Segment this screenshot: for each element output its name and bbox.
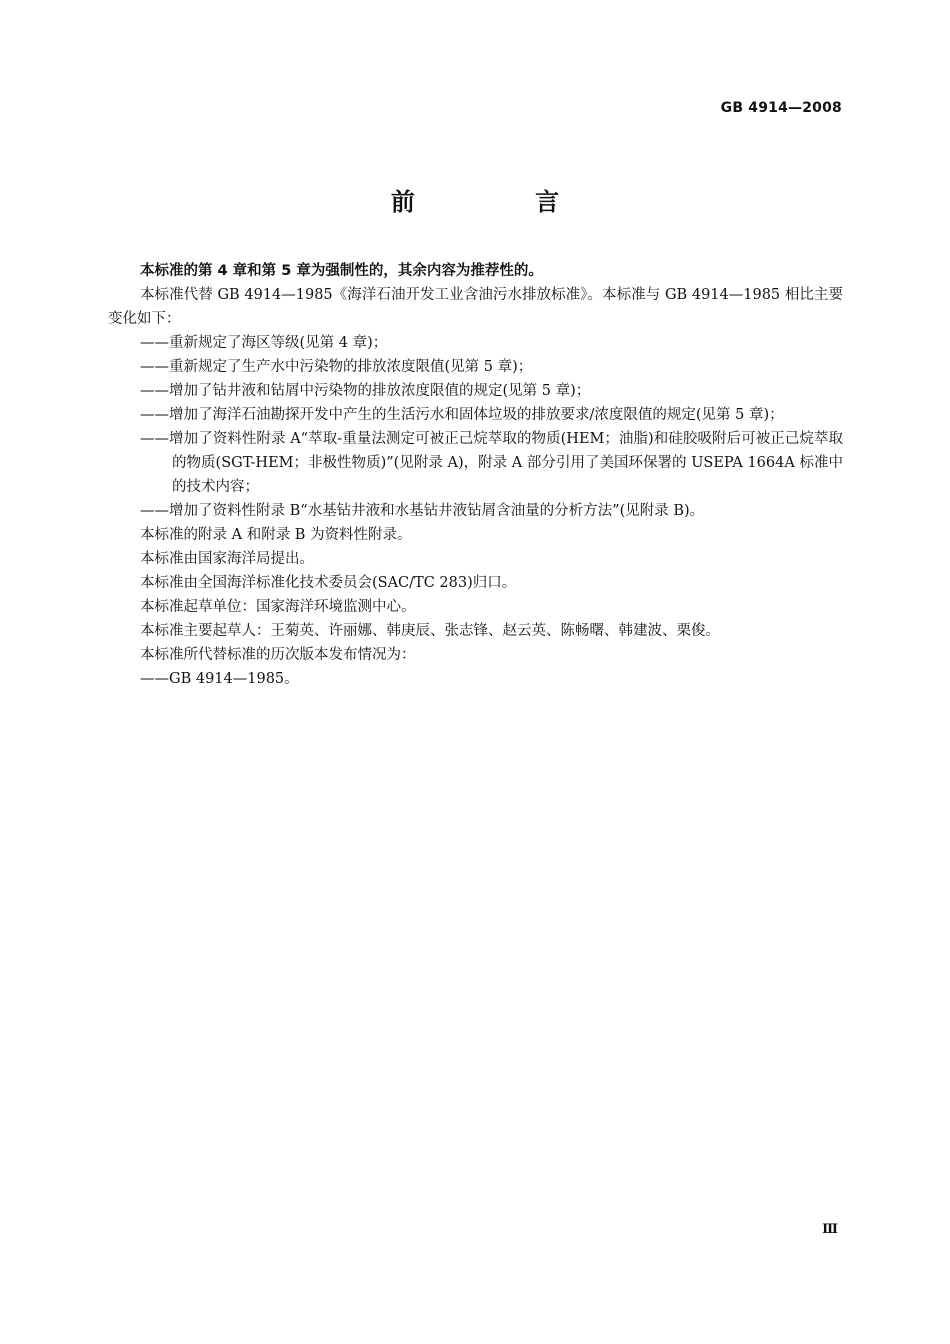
change-item: ——增加了资料性附录 B“水基钻井液和水基钻井液钻屑含油量的分析方法”(见附录 B)。	[140, 503, 705, 519]
change-item: ——增加了钻井液和钻屑中污染物的排放浓度限值的规定(见第 5 章)；	[140, 383, 591, 399]
paragraph-history: 本标准所代替标准的历次版本发布情况为：	[140, 647, 416, 663]
paragraph-replacement: 本标准代替 GB 4914—1985《海洋石油开发工业含油污水排放标准》。本标准与 GB 4914—1985 相比主要变化如下：	[108, 287, 843, 327]
page-title: 前 言	[390, 188, 616, 216]
paragraph-mandatory-note: 本标准的第 4 章和第 5 章为强制性的，其余内容为推荐性的。	[140, 263, 543, 279]
paragraph-drafting-unit: 本标准起草单位：国家海洋环境监测中心。	[140, 599, 416, 615]
page-number: Ⅲ	[822, 1222, 838, 1237]
paragraph-appendix: 本标准的附录 A 和附录 B 为资料性附录。	[140, 527, 412, 543]
change-item: ——重新规定了生产水中污染物的排放浓度限值(见第 5 章)；	[140, 359, 533, 375]
change-item: ——增加了资料性附录 A“萃取-重量法测定可被正己烷萃取的物质(HEM；油脂)和硅胶吸附后可被正己烷萃取的物质(SGT-HEM；非极性物质)”(见附录 A)，附录 A 部分引用了美国环保署的 USEPA 1664A 标准中的技术内容；	[140, 431, 843, 495]
paragraph-committee: 本标准由全国海洋标准化技术委员会(SAC/TC 283)归口。	[140, 575, 517, 591]
paragraph-drafters: 本标准主要起草人：王菊英、许丽娜、韩庚辰、张志锋、赵云英、陈畅曙、韩建波、栗俊。	[140, 623, 720, 639]
foreword-body	[108, 259, 843, 691]
change-item: ——增加了海洋石油勘探开发中产生的生活污水和固体垃圾的排放要求/浓度限值的规定(见第 5 章)；	[140, 407, 784, 423]
change-item: ——重新规定了海区等级(见第 4 章)；	[140, 335, 388, 351]
history-item: ——GB 4914—1985。	[140, 671, 299, 687]
paragraph-proposer: 本标准由国家海洋局提出。	[140, 551, 314, 567]
standard-code: GB 4914—2008	[720, 100, 842, 116]
